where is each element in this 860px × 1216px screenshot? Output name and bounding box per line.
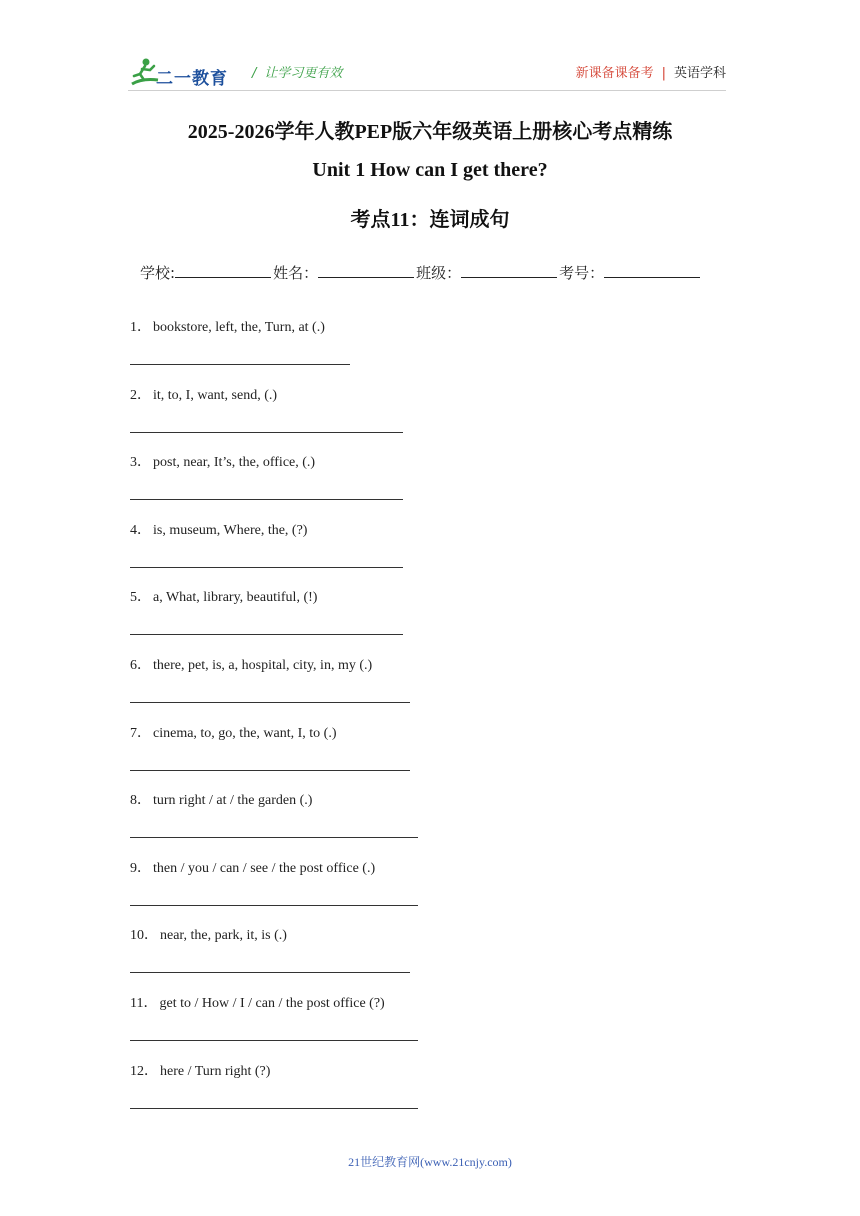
header-subject [576,62,726,81]
question-text: there, pet, is, a, hospital, city, in, my (.) [153,658,373,673]
question-text: cinema, to, go, the, want, I, to (.) [153,725,337,741]
question-item [130,789,312,809]
question-item [130,316,325,336]
question-number: 4． [130,522,151,538]
header-separator: | [661,66,666,81]
question-text: it, to, I, want, send, (.) [153,387,278,403]
topic-title: 考点11：连词成句 [350,209,510,231]
question-text: post, near, It’s, the, office, (.) [153,455,316,471]
question-number: 7． [130,725,151,741]
question-item [130,451,315,471]
page-footer: 21世纪教育网(www.21cnjy.com) [348,1155,512,1169]
answer-line[interactable] [130,634,403,635]
question-text: is, museum, Where, the, (?) [153,522,308,538]
slogan: / 让学习更有效 [252,66,343,81]
question-number: 3． [130,455,151,471]
answer-line[interactable] [130,567,403,568]
question-item [130,519,307,539]
answer-line[interactable] [130,905,418,906]
school-blank[interactable] [175,263,271,278]
answer-line[interactable] [130,702,410,703]
answer-line[interactable] [130,1108,418,1109]
name-blank[interactable] [318,263,414,278]
question-text: near, the, park, it, is (.) [160,928,287,944]
question-item [130,654,372,674]
school-label: 学校: [140,264,176,282]
question-item [130,924,287,944]
name-label: 姓名： [273,264,319,282]
page-header [128,52,726,92]
question-number: 6． [130,658,151,673]
question-number: 5． [130,590,151,606]
header-tagline: 新课备课备考 [575,66,654,81]
class-blank[interactable] [461,263,557,278]
question-text: get to / How / I / can / the post office (?) [159,996,385,1011]
answer-line[interactable] [130,364,350,365]
question-text: turn right / at / the garden (.) [153,793,313,809]
question-text: here / Turn right (?) [160,1063,271,1079]
question-number: 1． [130,320,151,335]
exam-number-blank[interactable] [604,263,700,278]
unit-title: Unit 1 How can I get there? [312,159,548,181]
header-subject-label: 英语学科 [673,66,726,81]
class-label: 班级： [416,264,462,282]
question-item [130,722,337,742]
question-text: then / you / can / see / the post office (.) [153,860,376,876]
question-text: bookstore, left, the, Turn, at (.) [153,320,325,335]
student-info-row [140,262,702,283]
answer-line[interactable] [130,770,410,771]
slogan-text: 让学习更有效 [264,66,343,81]
answer-line[interactable] [130,1040,418,1041]
question-number: 9． [130,860,151,876]
logo-text: 二一教育 [156,69,228,89]
question-item [130,384,277,404]
question-number: 8． [130,793,151,809]
question-number: 10． [130,928,158,944]
question-item [130,1060,270,1080]
brand-logo [128,56,238,90]
question-item [130,586,317,606]
answer-line[interactable] [130,972,410,973]
exam-number-label: 考号： [559,264,605,282]
answer-line[interactable] [130,499,403,500]
question-item [130,992,385,1012]
question-item [130,857,375,877]
answer-line[interactable] [130,432,403,433]
question-text: a, What, library, beautiful, (!) [153,590,318,606]
header-divider [128,90,726,91]
question-number: 2． [130,387,151,403]
question-number: 12． [130,1063,158,1079]
answer-line[interactable] [130,837,418,838]
question-number: 11． [130,996,158,1011]
worksheet-title: 2025-2026学年人教PEP版六年级英语上册核心考点精练 [187,121,673,143]
